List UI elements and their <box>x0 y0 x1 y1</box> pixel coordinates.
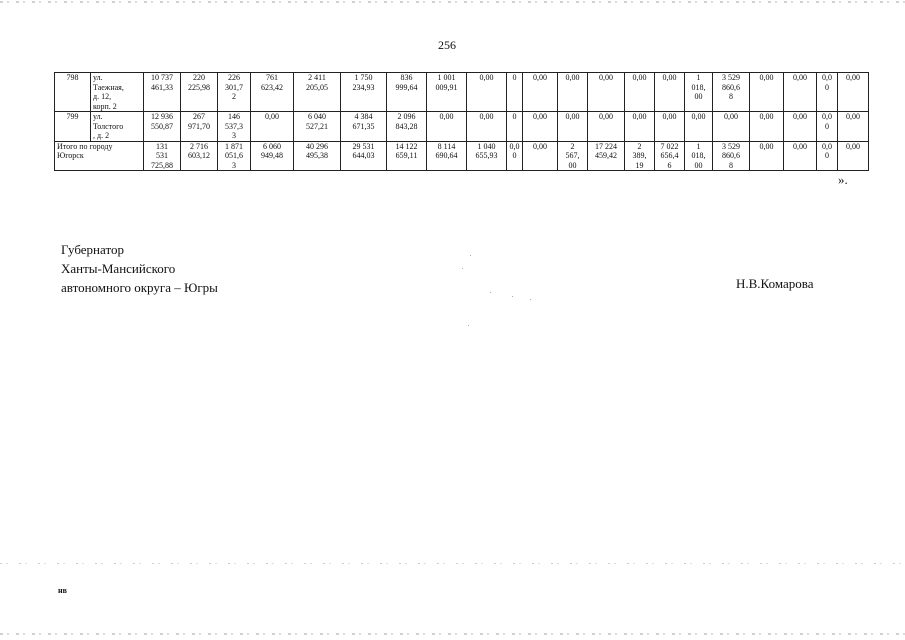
total-value-cell: 1 040 655,93 <box>467 141 507 171</box>
value-cell: 0,00 <box>784 73 817 112</box>
total-value-cell: 6 060 949,48 <box>251 141 294 171</box>
value-cell: 0,00 <box>588 112 625 142</box>
value-cell: 4 384 671,35 <box>341 112 387 142</box>
value-cell: 0,00 <box>523 73 558 112</box>
value-cell: 0,00 <box>750 73 784 112</box>
scan-speck <box>512 296 513 297</box>
value-cell: 0,00 <box>784 112 817 142</box>
total-value-cell: 29 531 644,03 <box>341 141 387 171</box>
value-cell: 0,00 <box>523 112 558 142</box>
data-table <box>54 72 869 171</box>
value-cell: 0,00 <box>467 73 507 112</box>
scan-speck <box>490 292 491 293</box>
value-cell: 6 040 527,21 <box>294 112 341 142</box>
page-number: 256 <box>438 38 456 52</box>
value-cell: 0,00 <box>251 112 294 142</box>
value-cell: 0,00 <box>558 112 588 142</box>
value-cell: 10 737 461,33 <box>144 73 181 112</box>
value-cell: 0,00 <box>427 112 467 142</box>
value-cell: 0,00 <box>838 73 869 112</box>
address-cell: ул. Толстого , д. 2 <box>91 112 144 142</box>
total-value-cell: 3 529 860,6 8 <box>713 141 750 171</box>
value-cell: 1 001 009,91 <box>427 73 467 112</box>
value-cell: 0,00 <box>467 112 507 142</box>
value-cell: 1 018, 00 <box>685 73 713 112</box>
value-cell: 836 999,64 <box>387 73 427 112</box>
value-cell: 2 411 205,05 <box>294 73 341 112</box>
total-value-cell: 40 296 495,38 <box>294 141 341 171</box>
total-label-cell: Итого по городу Югорск <box>55 141 144 171</box>
value-cell: 2 096 843,28 <box>387 112 427 142</box>
table-total-row <box>55 141 869 171</box>
value-cell: 0,00 <box>655 73 685 112</box>
scan-edge-bottom <box>0 633 905 635</box>
total-value-cell: 2 567, 00 <box>558 141 588 171</box>
row-number-cell: 798 <box>55 73 91 112</box>
value-cell: 220 225,98 <box>181 73 218 112</box>
value-cell: 0,00 <box>625 112 655 142</box>
value-cell: 226 301,7 2 <box>218 73 251 112</box>
total-value-cell: 0,0 0 <box>507 141 523 171</box>
total-value-cell: 1 018, 00 <box>685 141 713 171</box>
value-cell: 0,0 0 <box>817 73 838 112</box>
scan-speck <box>530 299 531 300</box>
scan-speck <box>470 255 471 256</box>
scan-speck <box>462 268 463 269</box>
table-row <box>55 73 869 112</box>
total-value-cell: 131 531 725,88 <box>144 141 181 171</box>
address-cell: ул. Таежная, д. 12, корп. 2 <box>91 73 144 112</box>
total-value-cell: 8 114 690,64 <box>427 141 467 171</box>
total-value-cell: 0,00 <box>750 141 784 171</box>
value-cell: 0,00 <box>838 112 869 142</box>
scan-line-middle <box>0 563 905 564</box>
total-value-cell: 0,00 <box>838 141 869 171</box>
total-value-cell: 2 716 603,12 <box>181 141 218 171</box>
closing-quote: ». <box>838 172 848 187</box>
signature-title-line-2: Ханты-Мансийского <box>61 261 176 276</box>
value-cell: 0,00 <box>655 112 685 142</box>
signature-title <box>61 240 218 297</box>
value-cell: 0 <box>507 112 523 142</box>
value-cell: 0,00 <box>588 73 625 112</box>
value-cell: 0,00 <box>558 73 588 112</box>
value-cell: 0,00 <box>685 112 713 142</box>
total-value-cell: 14 122 659,11 <box>387 141 427 171</box>
scan-speck <box>468 325 469 326</box>
signature-title-line-1: Губернатор <box>61 242 124 257</box>
table-row <box>55 112 869 142</box>
value-cell: 0,0 0 <box>817 112 838 142</box>
footer-mark: нв <box>58 586 67 595</box>
value-cell: 0,00 <box>713 112 750 142</box>
value-cell: 0,00 <box>750 112 784 142</box>
total-value-cell: 0,00 <box>523 141 558 171</box>
value-cell: 0,00 <box>625 73 655 112</box>
signature-name: Н.В.Комарова <box>736 276 814 291</box>
signature-title-line-3: автономного округа – Югры <box>61 280 218 295</box>
total-value-cell: 1 871 051,6 3 <box>218 141 251 171</box>
total-value-cell: 0,0 0 <box>817 141 838 171</box>
value-cell: 146 537,3 3 <box>218 112 251 142</box>
total-value-cell: 17 224 459,42 <box>588 141 625 171</box>
value-cell: 0 <box>507 73 523 112</box>
value-cell: 3 529 860,6 8 <box>713 73 750 112</box>
scan-edge-top <box>0 1 905 3</box>
value-cell: 12 936 550,87 <box>144 112 181 142</box>
value-cell: 267 971,70 <box>181 112 218 142</box>
value-cell: 1 750 234,93 <box>341 73 387 112</box>
row-number-cell: 799 <box>55 112 91 142</box>
total-value-cell: 2 389, 19 <box>625 141 655 171</box>
total-value-cell: 7 022 656,4 6 <box>655 141 685 171</box>
value-cell: 761 623,42 <box>251 73 294 112</box>
total-value-cell: 0,00 <box>784 141 817 171</box>
